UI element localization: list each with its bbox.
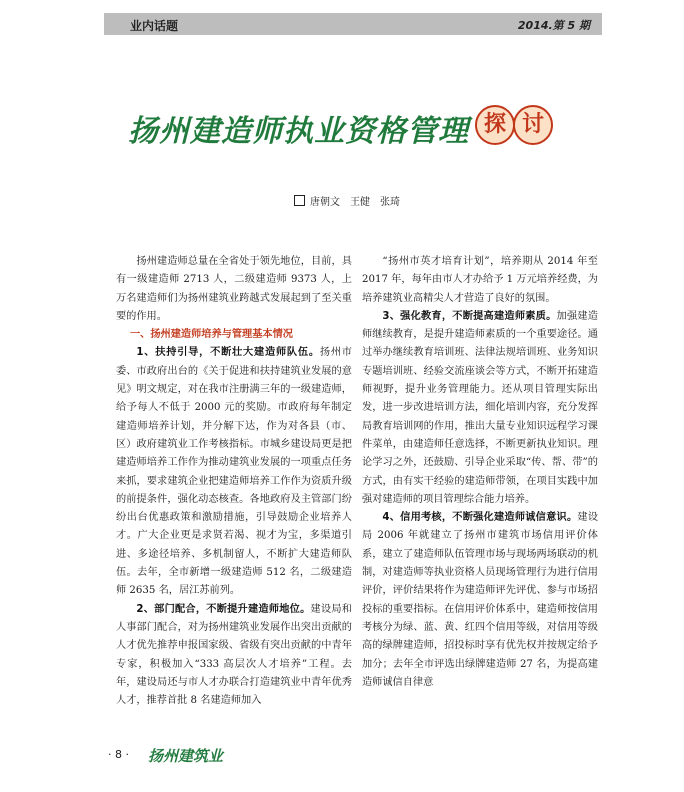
paragraph-lead: 4、信用考核，不断强化建造师诚信意识。 <box>382 512 578 524</box>
paragraph-support <box>116 344 352 600</box>
article-title-main: 扬州建造师执业资格管理 <box>128 114 469 149</box>
page-footer <box>104 745 234 767</box>
article-title <box>128 100 588 154</box>
article-title-emphasis-char: 探 <box>475 105 515 145</box>
square-bullet-icon <box>294 195 305 206</box>
paragraph-education <box>362 308 598 509</box>
paragraph-lead: 1、扶持引导，不断壮大建造师队伍。 <box>136 347 320 359</box>
paragraph-lead: 2、部门配合，不断提升建造师地位。 <box>136 603 311 615</box>
paragraph-lead: 3、强化教育，不断提高建造师素质。 <box>382 310 557 322</box>
magazine-logo: 扬州建筑业 <box>148 747 224 765</box>
intro-paragraph: 扬州建造师总量在全省处于领先地位，目前，具有一级建造师 2713 人，二级建造师 9373 人，上万名建造师们为扬州建筑业跨越式发展起到了至关重要的作用。 <box>116 256 352 322</box>
right-column <box>362 253 598 692</box>
paragraph-credit <box>362 509 598 692</box>
continued-paragraph: “扬州市英才培育计划”，培养期从 2014 年至 2017 年，每年由市人才办给予 1 万元培养经费，为培养建筑业高精尖人才营造了良好的氛围。 <box>362 256 598 304</box>
header-section-label: 业内话题 <box>130 19 179 33</box>
page-number: · 8 · <box>108 748 129 761</box>
section-heading: 一、扬州建造师培养与管理基本情况 <box>130 329 293 341</box>
paragraph-body: 扬州市委、市政府出台的《关于促进和扶持建筑业发展的意见》明文规定，对在我市注册满三年的一级建造师，给予每人不低于 2000 元的奖励。市政府每年制定建造师培养计划，并分解下达，作为对各县（市、区）政府建筑业工作考核指标。市城乡建设局更是把建造师培养工作作为推动建筑业发展的一项重点任务来抓，要求建筑企业把建造师培养工作作为资质升级的前提条件，强化动态核查。各地政府及主管部门纷纷出台优惠政策和激励措施，引导鼓励企业培养人才。广大企业更是求贤若渴、视才为宝，多渠道引进、多途径培养、多机制留人，不断扩大建造师队伍。去年，全市新增一级建造师 512 名，二级建造师 2635 名，居江苏前列。 <box>116 347 352 597</box>
paragraph-body: 建设局和人事部门配合，对为扬州建筑业发展作出突出贡献的人才优先推荐申报国家级、省级有突出贡献的中青年专家，积极加入“333 高层次人才培养”工程。去年，建设局还与市人才办联合打造建筑业中青年优秀人才，推荐首批 8 名建造师加入 <box>116 603 352 707</box>
running-header <box>104 13 602 35</box>
paragraph-cooperation <box>116 601 352 711</box>
paragraph-body: 加强建造师继续教育，是提升建造师素质的一个重要途径。通过举办继续教育培训班、法律法规培训班、业务知识专题培训班、经验交流座谈会等方式，不断开拓建造师视野，提升业务管理能力。还从项目管理实际出发，进一步改进培训方法，细化培训内容，充分发挥局教育培训网的作用，推出大量专业知识远程学习课件菜单，由建造师任意选择，不断更新执业知识。理论学习之外，还鼓励、引导企业采取“传、帮、带”的方式，由有实干经验的建造师带领，在项目实践中加强对建造师的项目管理综合能力培养。 <box>362 310 598 505</box>
article-title-emphasis-char: 讨 <box>513 105 553 145</box>
paragraph-body: 建设局 2006 年就建立了扬州市建筑市场信用评价体系，建立了建造师队伍管理市场与现场两场联动的机制，对建造师等执业资格人员现场管理行为进行信用评价，评价结果将作为建造师评先评优、参与市场招投标的重要指标。在信用评价体系中，建造师按信用考核分为绿、蓝、黄、红四个信用等级，对信用等级高的绿牌建造师，招投标时享有优先权并按规定给予加分；去年全市评选出绿牌建造师 27 名，为提高建造师诚信自律意 <box>362 512 599 688</box>
article-authors <box>294 193 400 208</box>
header-issue-number: 2014.第 5 期 <box>517 19 590 32</box>
left-column <box>116 253 352 710</box>
author-names: 唐朝文 王健 张琦 <box>310 197 400 208</box>
